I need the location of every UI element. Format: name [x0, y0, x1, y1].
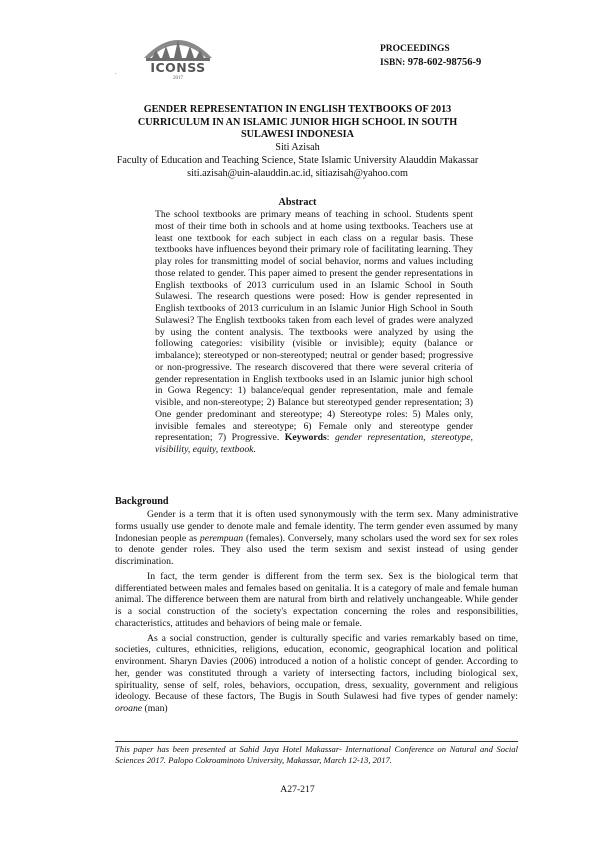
keywords: gender representation, stereotype, visibility, equity, textbook. [155, 432, 473, 455]
paragraph: Gender is a term that it is often used synonymously with the term sex. Many administrative forms usually use gender to denote male and female identity. The term gender even assumed by many Indonesian people as perempuan (females). Conversely, many scholars used the word sex for sex roles to denote gender roles. They also used the term sexism and sexist instead of using gender discrimination. [115, 509, 518, 567]
abstract-text: The school textbooks are primary means of teaching in school. Students spent most of their time both in schools and at home using textbooks. Teachers use at least one textbook for each subject in each class on a regular basis. These textbooks have influences beyond their primary role of facilitating learning. They play roles for transmitting model of social behavior, norms and values including those related to gender. This paper aimed to present the gender representations in English textbooks of 2013 curriculum used in an Islamic School in South Sulawesi. The research questions were posed: How is gender represented in English textbooks of 2013 curriculum in an Islamic Junior High School in South Sulawesi? The English textbooks taken from each level of grades were analyzed by using the content analysis. The textbooks were analyzed by using the following categories: visibility (visible or invisible); equity (balance or imbalance); stereotyped or non-stereotyped; neutral or gender based; progressive or non-progressive. The research discovered that there were several criteria of gender representation in English textbooks used in an Islamic junior high school in Gowa Regency: 1) balance/equal gender representation, male and female visible, and non-stereotype; 2) Balance but stereotyped gender representation; 3) One gender predominant and stereotype; 4) Stereotype roles: 5) Males only, invisible females and stereotype; 6) Female only and stereotype gender representation; 7) Progressive. [155, 209, 473, 444]
isbn-line [380, 56, 481, 70]
paragraph: In fact, the term gender is different from the term sex. Sex is the biological term that differentiated between males and females based on genitalia. It is a category of male and female human animal. The difference between them are natural from birth and relatively unchangeable. While gender is a social construction of the society's expectation concerning the roles and responsibilities, characteristics, attitudes and behaviors of being male or female. [115, 570, 518, 629]
paper-title [100, 104, 495, 142]
footnote: This paper has been presented at Sahid Jaya Hotel Makassar- International Conference on Natural and Social Sciences 2017. Palopo Cokroaminoto University, Makassar, March 12-13, 2017. [115, 744, 518, 765]
author-emails: siti.azisah@uin-alauddin.ac.id, sitiazisah@yahoo.com [187, 168, 408, 179]
page-number: A27-217 [280, 784, 315, 795]
logo-text: ICONSS [150, 60, 206, 75]
proceedings-label: PROCEEDINGS [380, 44, 450, 54]
title-line: SULAWESI INDONESIA [241, 129, 354, 140]
conference-logo [140, 28, 216, 84]
keywords-label: Keywords [284, 432, 327, 444]
isbn-label: ISBN: [380, 58, 406, 68]
emphasis: perempuan [199, 532, 244, 544]
footnote-divider [115, 741, 518, 742]
isbn-number: 978-602-98756-9 [407, 57, 482, 68]
abstract-heading: Abstract [278, 197, 317, 208]
section-heading-background: Background [115, 496, 169, 507]
title-line: CURRICULUM IN AN ISLAMIC JUNIOR HIGH SCHOOL IN SOUTH [137, 116, 458, 128]
logo-year: 2017 [173, 76, 183, 81]
background-body [115, 509, 518, 715]
header-dot: . [115, 70, 117, 76]
author-affiliation: Faculty of Education and Teaching Science, State Islamic University Alauddin Makassar [116, 155, 479, 166]
emphasis: oroane [115, 703, 143, 714]
proceedings-header [380, 43, 481, 70]
paragraph: As a social construction, gender is culturally specific and varies remarkably based on time, societies, cultures, ethnicities, religions, education, economic, geographical location and political environment. Sharyn Davies (2006) introduced a notion of a holistic concept of gender. According to her, gender was constituted through a variety of intersecting factors, including biological sex, spirituality, sense of self, roles, behaviors, occupation, dress, sexuality, government and religious ideology. Because of these factors, The Bugis in South Sulawesi had five types of gender namely: oroane (man) [115, 632, 518, 714]
author-name: Siti Azisah [275, 142, 320, 153]
title-line: GENDER REPRESENTATION IN ENGLISH TEXTBOOKS OF 2013 [143, 104, 452, 115]
abstract-body: The school textbooks are primary means of teaching in school. Students spent most of their time both in schools and at home using textbooks. Teachers use at least one textbook for each subject in each class on a regular basis. These textbooks have influences beyond their primary role of facilitating learning. They play roles for transmitting model of social behavior, norms and values including those related to gender. This paper aimed to present the gender representations in English textbooks of 2013 curriculum used in an Islamic School in South Sulawesi. The research questions were posed: How is gender represented in English textbooks of 2013 curriculum in an Islamic Junior High School in South Sulawesi? The English textbooks taken from each level of grades were analyzed by using the content analysis. The textbooks were analyzed by using the following categories: visibility (visible or invisible); equity (balance or imbalance); stereotyped or non-stereotyped; neutral or gender based; progressive or non-progressive. The research discovered that there were several criteria of gender representation in English textbooks used in an Islamic junior high school in Gowa Regency: 1) balance/equal gender representation, male and female visible, and non-stereotype; 2) Balance but stereotyped gender representation; 3) One gender predominant and stereotype; 4) Stereotype roles: 5) Males only, invisible females and stereotype; 6) Female only and stereotype gender representation; 7) Progressive. Keywords: gender representation, stereotype, visibility, equity, textbook. [155, 209, 473, 455]
